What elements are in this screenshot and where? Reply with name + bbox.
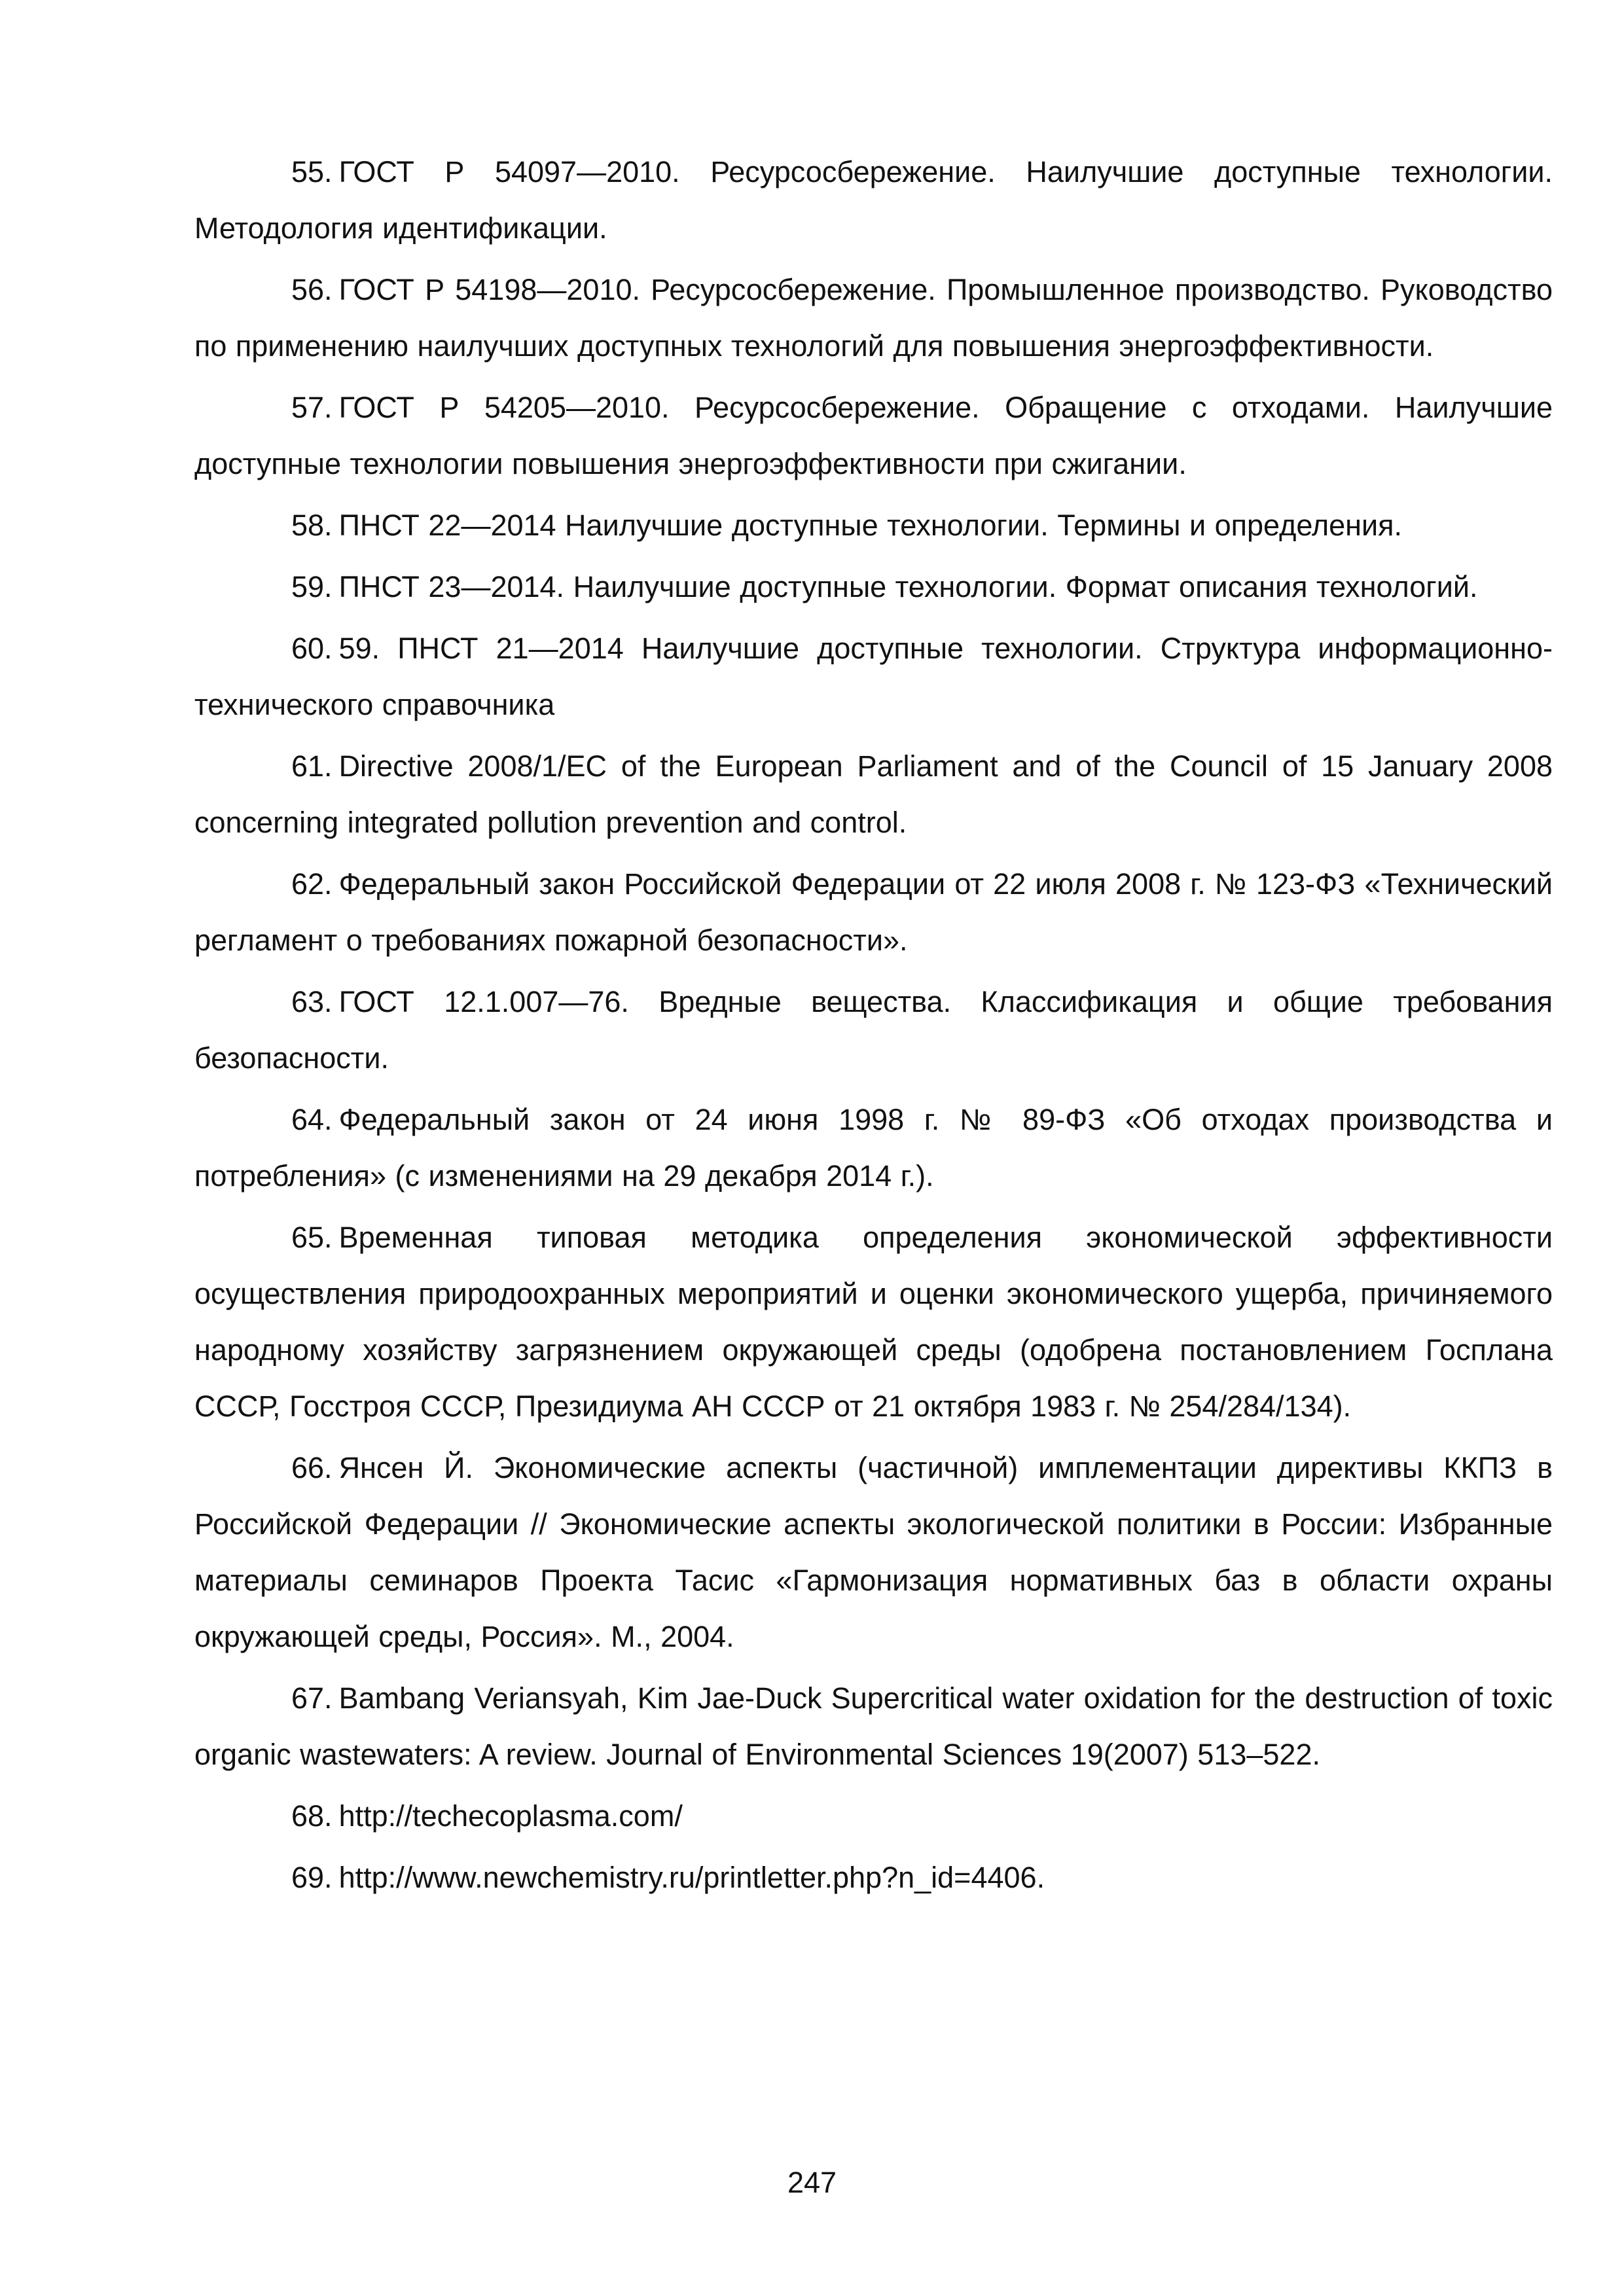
reference-text: 59. ПНСТ 21—2014 Наилучшие доступные технологии. Структура информационно-технического справочника bbox=[194, 632, 1553, 721]
reference-number: 65. bbox=[291, 1221, 333, 1254]
reference-item-56 bbox=[194, 262, 1553, 374]
reference-text: Федеральный закон от 24 июня 1998 г. № 89-ФЗ «Об отходах производства и потребления» (с изменениями на 29 декабря 2014 г.). bbox=[194, 1103, 1553, 1193]
reference-number: 61. bbox=[291, 749, 333, 783]
page-number: 247 bbox=[787, 2166, 837, 2199]
reference-text: ПНСТ 23—2014. Наилучшие доступные технологии. Формат описания технологий. bbox=[338, 570, 1478, 603]
reference-item-64 bbox=[194, 1092, 1553, 1204]
reference-item-65 bbox=[194, 1210, 1553, 1435]
reference-item-62 bbox=[194, 856, 1553, 969]
reference-number: 60. bbox=[291, 632, 333, 665]
reference-item-55 bbox=[194, 144, 1553, 257]
reference-item-69 bbox=[194, 1850, 1553, 1906]
reference-number: 62. bbox=[291, 867, 333, 901]
reference-item-68 bbox=[194, 1788, 1553, 1844]
reference-item-63 bbox=[194, 974, 1553, 1086]
reference-item-58 bbox=[194, 497, 1553, 554]
reference-text: Янсен Й. Экономические аспекты (частичной) имплементации директивы ККПЗ в Российской Федерации // Экономические аспекты экологической политики в России: Избранные материалы семинаров Проекта Тасис «Гармонизация нормативных баз в области охраны окружающей среды, Россия». М., 2004. bbox=[194, 1451, 1553, 1653]
reference-number: 59. bbox=[291, 570, 333, 603]
reference-item-57 bbox=[194, 380, 1553, 492]
reference-number: 64. bbox=[291, 1103, 333, 1136]
reference-text: ГОСТ Р 54198—2010. Ресурсосбережение. Промышленное производство. Руководство по применению наилучших доступных технологий для повышения энергоэффективности. bbox=[194, 273, 1553, 363]
reference-number: 63. bbox=[291, 985, 333, 1018]
reference-list bbox=[194, 144, 1553, 1911]
reference-number: 66. bbox=[291, 1451, 333, 1484]
reference-text: ГОСТ Р 54205—2010. Ресурсосбережение. Обращение с отходами. Наилучшие доступные технологии повышения энергоэффективности при сжигании. bbox=[194, 391, 1553, 480]
reference-item-61 bbox=[194, 738, 1553, 851]
reference-text: Временная типовая методика определения экономической эффективности осуществления природоохранных мероприятий и оценки экономического ущерба, причиняемого народному хозяйству загрязнением окружающей среды (одобрена постановлением Госплана СССР, Госстроя СССР, Президиума АН СССР от 21 октября 1983 г. № 254/284/134). bbox=[194, 1221, 1553, 1423]
reference-text: ГОСТ 12.1.007—76. Вредные вещества. Классификация и общие требования безопасности. bbox=[194, 985, 1553, 1075]
reference-item-67 bbox=[194, 1670, 1553, 1783]
reference-text: Directive 2008/1/EC of the European Parliament and of the Council of 15 January 2008 concerning integrated pollution prevention and control. bbox=[194, 749, 1553, 839]
reference-link[interactable]: http://www.newchemistry.ru/printletter.php?n_id=4406. bbox=[338, 1861, 1045, 1894]
reference-link[interactable]: http://techecoplasma.com/ bbox=[338, 1799, 683, 1833]
reference-item-66 bbox=[194, 1440, 1553, 1665]
reference-number: 67. bbox=[291, 1681, 333, 1715]
reference-number: 58. bbox=[291, 509, 333, 542]
reference-text: Федеральный закон Российской Федерации от 22 июля 2008 г. № 123-ФЗ «Технический регламент о требованиях пожарной безопасности». bbox=[194, 867, 1553, 957]
reference-number: 55. bbox=[291, 155, 333, 188]
reference-item-60 bbox=[194, 620, 1553, 733]
reference-number: 69. bbox=[291, 1861, 333, 1894]
reference-number: 56. bbox=[291, 273, 333, 306]
reference-item-59 bbox=[194, 559, 1553, 615]
reference-number: 68. bbox=[291, 1799, 333, 1833]
reference-text: ГОСТ Р 54097—2010. Ресурсосбережение. Наилучшие доступные технологии. Методология идентификации. bbox=[194, 155, 1553, 245]
reference-number: 57. bbox=[291, 391, 333, 424]
reference-text: ПНСТ 22—2014 Наилучшие доступные технологии. Термины и определения. bbox=[338, 509, 1403, 542]
reference-text: Bambang Veriansyah, Kim Jae-Duck Supercritical water oxidation for the destruction of toxic organic wastewaters: A review. Journal of Environmental Sciences 19(2007) 513–522. bbox=[194, 1681, 1553, 1771]
